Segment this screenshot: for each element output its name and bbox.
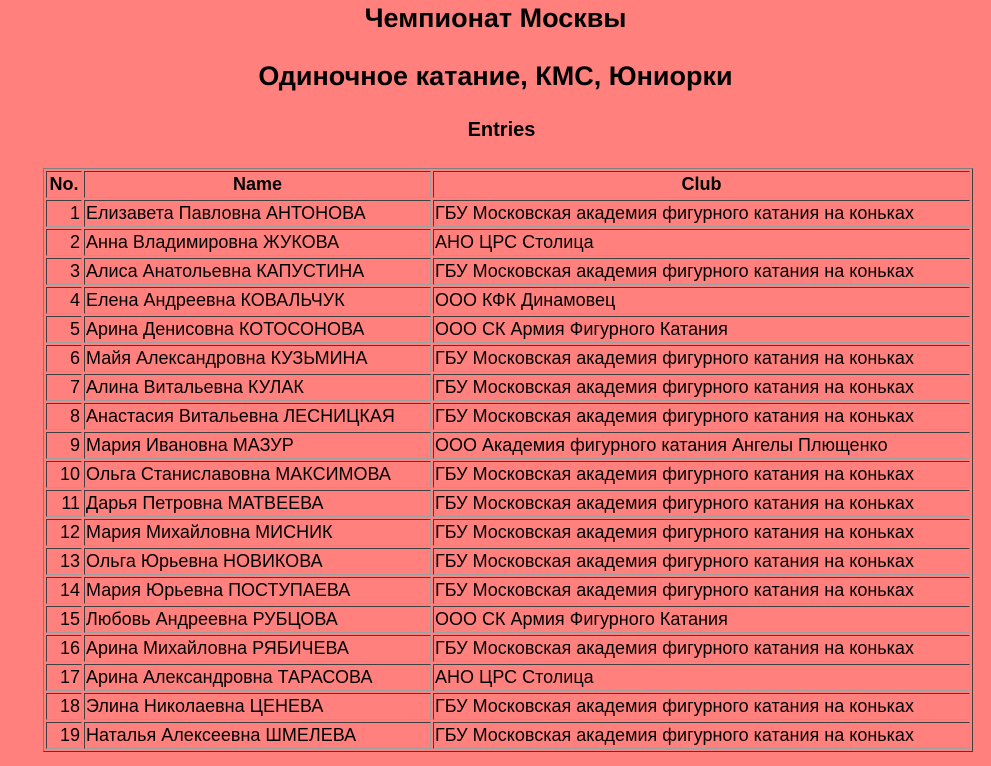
skater-name: Наталья Алексеевна ШМЕЛЕВА bbox=[84, 722, 431, 749]
club-name: АНО ЦРС Столица bbox=[433, 229, 970, 256]
row-number: 14 bbox=[46, 577, 82, 604]
event-subtitle: Одиночное катание, КМС, Юниорки bbox=[258, 61, 733, 91]
column-header-club: Club bbox=[433, 171, 970, 198]
row-number: 4 bbox=[46, 287, 82, 314]
skater-name: Любовь Андреевна РУБЦОВА bbox=[84, 606, 431, 633]
table-row bbox=[46, 432, 970, 459]
club-name: ООО СК Армия Фигурного Катания bbox=[433, 316, 970, 343]
skater-name: Елизавета Павловна АНТОНОВА bbox=[84, 200, 431, 227]
table-row bbox=[46, 606, 970, 633]
row-number: 6 bbox=[46, 345, 82, 372]
table-row bbox=[46, 635, 970, 662]
row-number: 19 bbox=[46, 722, 82, 749]
club-name: ООО СК Армия Фигурного Катания bbox=[433, 606, 970, 633]
club-name: ГБУ Московская академия фигурного катания на коньках bbox=[433, 635, 970, 662]
skater-name: Анастасия Витальевна ЛЕСНИЦКАЯ bbox=[84, 403, 431, 430]
skater-name: Алина Витальевна КУЛАК bbox=[84, 374, 431, 401]
club-name: ООО Академия фигурного катания Ангелы Плющенко bbox=[433, 432, 970, 459]
table-row bbox=[46, 316, 970, 343]
table-row bbox=[46, 345, 970, 372]
row-number: 15 bbox=[46, 606, 82, 633]
table-row bbox=[46, 229, 970, 256]
table-row bbox=[46, 287, 970, 314]
table-row bbox=[46, 258, 970, 285]
row-number: 9 bbox=[46, 432, 82, 459]
row-number: 5 bbox=[46, 316, 82, 343]
table-row bbox=[46, 461, 970, 488]
skater-name: Алиса Анатольевна КАПУСТИНА bbox=[84, 258, 431, 285]
table-row bbox=[46, 722, 970, 749]
skater-name: Ольга Станиславовна МАКСИМОВА bbox=[84, 461, 431, 488]
table-row bbox=[46, 490, 970, 517]
skater-name: Арина Михайловна РЯБИЧЕВА bbox=[84, 635, 431, 662]
table-header-row bbox=[46, 171, 970, 198]
table-row bbox=[46, 374, 970, 401]
table-row bbox=[46, 519, 970, 546]
skater-name: Майя Александровна КУЗЬМИНА bbox=[84, 345, 431, 372]
club-name: ГБУ Московская академия фигурного катания на коньках bbox=[433, 577, 970, 604]
club-name: ГБУ Московская академия фигурного катания на коньках bbox=[433, 258, 970, 285]
skater-name: Ольга Юрьевна НОВИКОВА bbox=[84, 548, 431, 575]
row-number: 13 bbox=[46, 548, 82, 575]
skater-name: Дарья Петровна МАТВЕЕВА bbox=[84, 490, 431, 517]
club-name: ГБУ Московская академия фигурного катания на коньках bbox=[433, 461, 970, 488]
skater-name: Мария Юрьевна ПОСТУПАЕВА bbox=[84, 577, 431, 604]
row-number: 12 bbox=[46, 519, 82, 546]
skater-name: Мария Михайловна МИСНИК bbox=[84, 519, 431, 546]
skater-name: Анна Владимировна ЖУКОВА bbox=[84, 229, 431, 256]
club-name: ГБУ Московская академия фигурного катания на коньках bbox=[433, 548, 970, 575]
club-name: ГБУ Московская академия фигурного катания на коньках bbox=[433, 693, 970, 720]
section-heading: Entries bbox=[467, 119, 536, 141]
column-header-name: Name bbox=[84, 171, 431, 198]
row-number: 1 bbox=[46, 200, 82, 227]
row-number: 16 bbox=[46, 635, 82, 662]
skater-name: Арина Александровна ТАРАСОВА bbox=[84, 664, 431, 691]
table-row bbox=[46, 548, 970, 575]
club-name: ГБУ Московская академия фигурного катания на коньках bbox=[433, 403, 970, 430]
table-row bbox=[46, 693, 970, 720]
table-row bbox=[46, 200, 970, 227]
club-name: ГБУ Московская академия фигурного катания на коньках bbox=[433, 722, 970, 749]
skater-name: Мария Ивановна МАЗУР bbox=[84, 432, 431, 459]
table-row bbox=[46, 664, 970, 691]
row-number: 10 bbox=[46, 461, 82, 488]
page-title: Чемпионат Москвы bbox=[364, 3, 627, 33]
row-number: 17 bbox=[46, 664, 82, 691]
skater-name: Елена Андреевна КОВАЛЬЧУК bbox=[84, 287, 431, 314]
row-number: 8 bbox=[46, 403, 82, 430]
row-number: 3 bbox=[46, 258, 82, 285]
table-row bbox=[46, 577, 970, 604]
club-name: ООО КФК Динамовец bbox=[433, 287, 970, 314]
table-row bbox=[46, 403, 970, 430]
row-number: 11 bbox=[46, 490, 82, 517]
club-name: АНО ЦРС Столица bbox=[433, 664, 970, 691]
row-number: 18 bbox=[46, 693, 82, 720]
club-name: ГБУ Московская академия фигурного катания на коньках bbox=[433, 374, 970, 401]
entries-table bbox=[43, 168, 973, 752]
column-header-no: No. bbox=[46, 171, 82, 198]
table-body bbox=[46, 200, 970, 749]
club-name: ГБУ Московская академия фигурного катания на коньках bbox=[433, 490, 970, 517]
skater-name: Элина Николаевна ЦЕНЕВА bbox=[84, 693, 431, 720]
club-name: ГБУ Московская академия фигурного катания на коньках bbox=[433, 345, 970, 372]
skater-name: Арина Денисовна КОТОСОНОВА bbox=[84, 316, 431, 343]
club-name: ГБУ Московская академия фигурного катания на коньках bbox=[433, 519, 970, 546]
row-number: 7 bbox=[46, 374, 82, 401]
row-number: 2 bbox=[46, 229, 82, 256]
club-name: ГБУ Московская академия фигурного катания на коньках bbox=[433, 200, 970, 227]
